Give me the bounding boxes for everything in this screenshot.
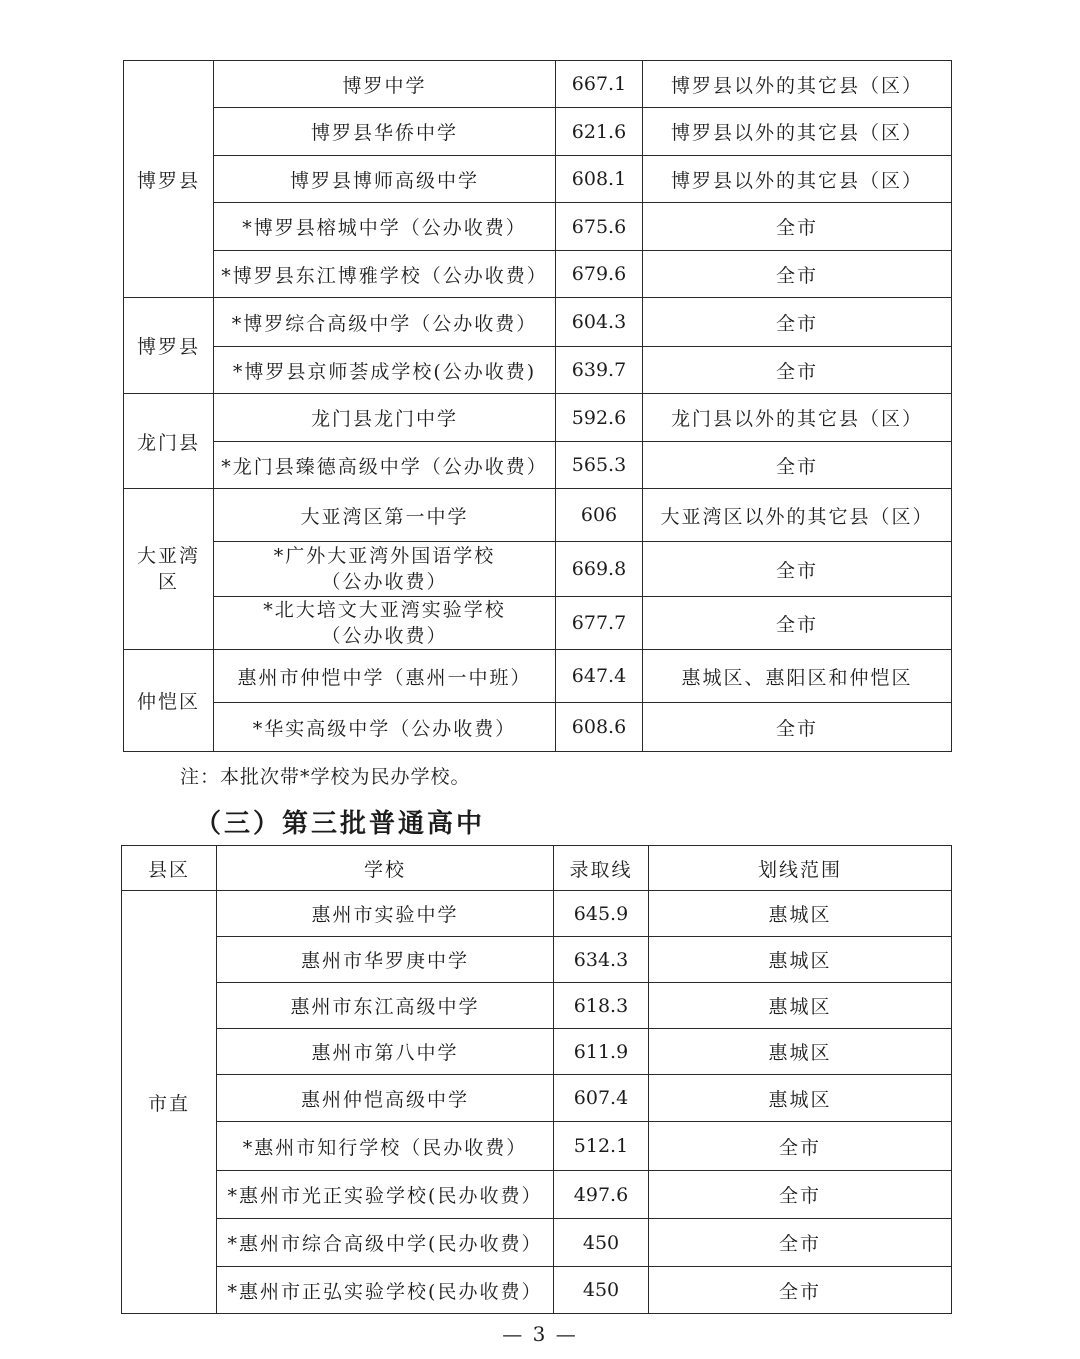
score-cell: 639.7 — [556, 347, 643, 394]
scope-cell: 惠城区 — [649, 983, 952, 1029]
county-cell — [124, 489, 214, 650]
table-row — [122, 891, 952, 937]
scope-cell: 惠城区 — [649, 1029, 952, 1075]
table-row — [124, 108, 952, 156]
scope-cell: 全市 — [649, 1122, 952, 1171]
table-row — [122, 1219, 952, 1267]
score-cell: 611.9 — [554, 1029, 649, 1075]
school-cell: *龙门县臻德高级中学（公办收费） — [214, 442, 556, 489]
school-cell: 博罗中学 — [214, 61, 556, 108]
county-cell: 市直 — [122, 891, 217, 1314]
scope-cell: 龙门县以外的其它县（区） — [643, 394, 952, 442]
school-cell: *博罗县东江博雅学校（公办收费） — [214, 251, 556, 298]
table-row — [122, 1029, 952, 1075]
school-line: *广外大亚湾外国语学校 — [273, 545, 496, 567]
score-cell: 607.4 — [554, 1075, 649, 1122]
scope-cell: 博罗县以外的其它县（区） — [643, 156, 952, 203]
county-cell: 龙门县 — [124, 394, 214, 489]
school-cell: *惠州市正弘实验学校(民办收费） — [217, 1267, 554, 1314]
score-cell: 618.3 — [554, 983, 649, 1029]
table-row — [124, 251, 952, 298]
score-cell: 669.8 — [556, 542, 643, 597]
school-cell: 惠州仲恺高级中学 — [217, 1075, 554, 1122]
scope-cell: 博罗县以外的其它县（区） — [643, 108, 952, 156]
table-row — [122, 1122, 952, 1171]
admission-table-batch-2 — [123, 60, 952, 752]
scope-cell: 全市 — [649, 1171, 952, 1219]
table-note: 注：本批次带*学校为民办学校。 — [180, 766, 471, 788]
page-number: — 3 — — [502, 1322, 578, 1346]
table-row — [122, 937, 952, 983]
school-cell: *博罗县榕城中学（公办收费） — [214, 203, 556, 251]
scope-cell: 全市 — [643, 597, 952, 650]
scope-cell: 全市 — [643, 251, 952, 298]
admission-table-batch-3 — [121, 845, 952, 1314]
scope-cell: 大亚湾区以外的其它县（区） — [643, 489, 952, 542]
school-line: （公办收费） — [321, 571, 448, 593]
school-cell: *博罗综合高级中学（公办收费） — [214, 298, 556, 347]
table-row — [124, 61, 952, 108]
table-row — [124, 298, 952, 347]
school-cell: 惠州市第八中学 — [217, 1029, 554, 1075]
school-line: （公办收费） — [321, 625, 448, 647]
scope-cell: 全市 — [643, 298, 952, 347]
scope-cell: 全市 — [643, 703, 952, 752]
school-cell: *惠州市综合高级中学(民办收费） — [217, 1219, 554, 1267]
school-cell: *惠州市知行学校（民办收费） — [217, 1122, 554, 1171]
table-row — [124, 156, 952, 203]
header-school: 学校 — [217, 846, 554, 891]
scope-cell: 惠城区 — [649, 937, 952, 983]
school-cell — [214, 542, 556, 597]
table-row — [124, 542, 952, 597]
scope-cell: 惠城区 — [649, 1075, 952, 1122]
scope-cell: 惠城区、惠阳区和仲恺区 — [643, 650, 952, 703]
score-cell: 675.6 — [556, 203, 643, 251]
header-scope: 划线范围 — [649, 846, 952, 891]
school-cell: *华实高级中学（公办收费） — [214, 703, 556, 752]
table-row — [124, 442, 952, 489]
scope-cell: 全市 — [643, 442, 952, 489]
school-cell: 惠州市东江高级中学 — [217, 983, 554, 1029]
school-cell: *惠州市光正实验学校(民办收费） — [217, 1171, 554, 1219]
table-row — [122, 1267, 952, 1314]
table-row — [124, 394, 952, 442]
school-cell: 博罗县博师高级中学 — [214, 156, 556, 203]
school-cell: 龙门县龙门中学 — [214, 394, 556, 442]
table-row — [124, 489, 952, 542]
score-cell: 565.3 — [556, 442, 643, 489]
score-cell: 604.3 — [556, 298, 643, 347]
score-cell: 450 — [554, 1267, 649, 1314]
score-cell: 608.6 — [556, 703, 643, 752]
school-cell: 惠州市实验中学 — [217, 891, 554, 937]
school-line: *北大培文大亚湾实验学校 — [263, 599, 506, 621]
scope-cell: 全市 — [643, 203, 952, 251]
county-line: 大亚湾 — [136, 545, 200, 567]
score-cell: 497.6 — [554, 1171, 649, 1219]
header-county: 县区 — [122, 846, 217, 891]
score-cell: 512.1 — [554, 1122, 649, 1171]
school-cell: 惠州市仲恺中学（惠州一中班） — [214, 650, 556, 703]
scope-cell: 全市 — [649, 1219, 952, 1267]
score-cell: 677.7 — [556, 597, 643, 650]
scope-cell: 全市 — [649, 1267, 952, 1314]
scope-cell: 全市 — [643, 347, 952, 394]
scope-cell: 全市 — [643, 542, 952, 597]
header-score: 录取线 — [554, 846, 649, 891]
score-cell: 647.4 — [556, 650, 643, 703]
table-row — [122, 1075, 952, 1122]
school-cell: 大亚湾区第一中学 — [214, 489, 556, 542]
score-cell: 679.6 — [556, 251, 643, 298]
table-row — [124, 703, 952, 752]
table-row — [124, 203, 952, 251]
county-line: 区 — [157, 571, 179, 593]
score-cell: 634.3 — [554, 937, 649, 983]
table-row — [122, 1171, 952, 1219]
school-cell — [214, 597, 556, 650]
score-cell: 621.6 — [556, 108, 643, 156]
table-row — [124, 650, 952, 703]
scope-cell: 惠城区 — [649, 891, 952, 937]
section-heading: （三）第三批普通高中 — [195, 809, 486, 839]
table-row — [124, 597, 952, 650]
table-row — [124, 347, 952, 394]
score-cell: 645.9 — [554, 891, 649, 937]
scope-cell: 博罗县以外的其它县（区） — [643, 61, 952, 108]
school-cell: 惠州市华罗庚中学 — [217, 937, 554, 983]
score-cell: 667.1 — [556, 61, 643, 108]
school-cell: *博罗县京师荟成学校(公办收费) — [214, 347, 556, 394]
county-cell: 博罗县 — [124, 298, 214, 394]
score-cell: 592.6 — [556, 394, 643, 442]
table-header-row — [122, 846, 952, 891]
score-cell: 608.1 — [556, 156, 643, 203]
county-cell: 仲恺区 — [124, 650, 214, 752]
county-cell: 博罗县 — [124, 61, 214, 298]
school-cell: 博罗县华侨中学 — [214, 108, 556, 156]
table-row — [122, 983, 952, 1029]
score-cell: 606 — [556, 489, 643, 542]
score-cell: 450 — [554, 1219, 649, 1267]
